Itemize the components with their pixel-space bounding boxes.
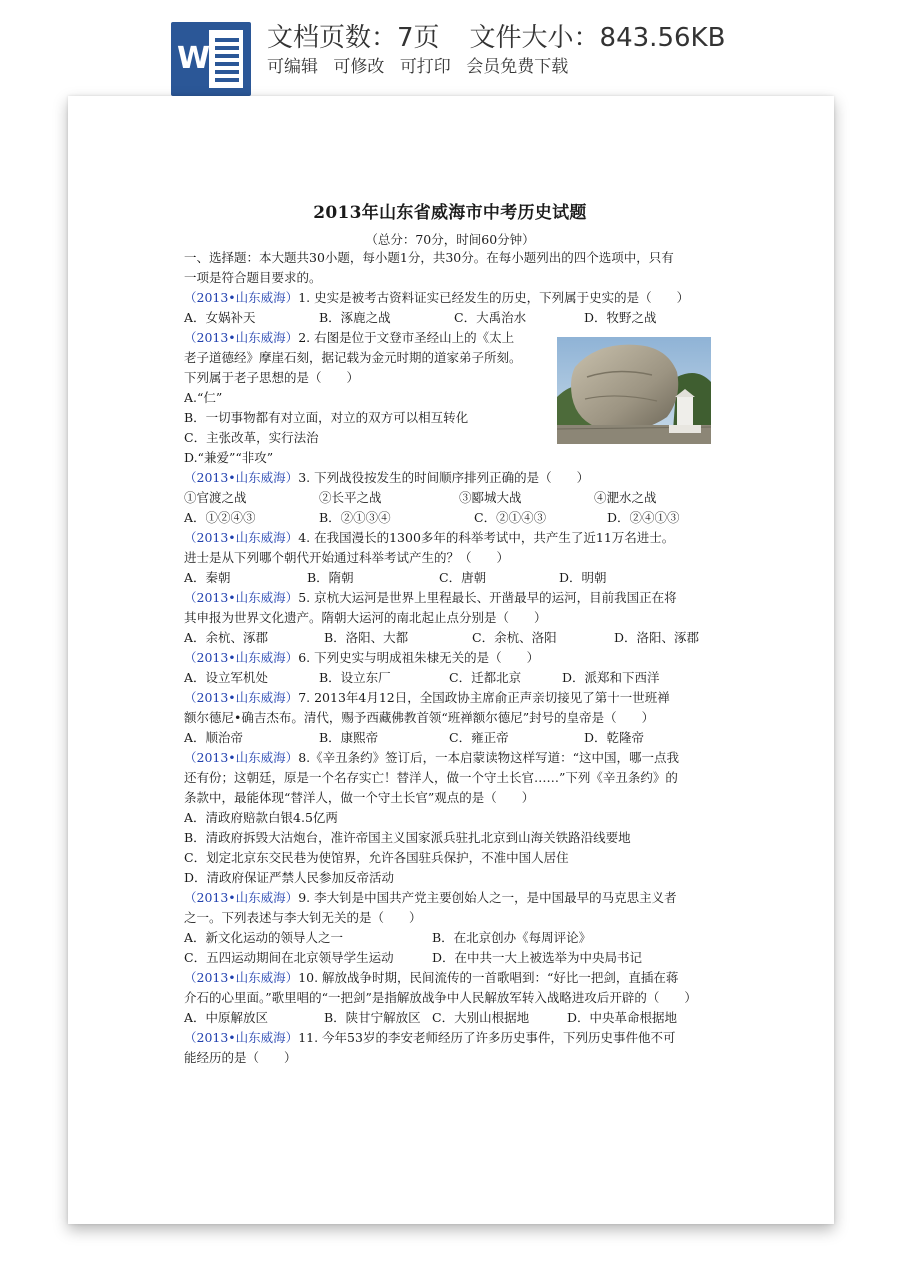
question-10 <box>184 968 724 988</box>
question-source: （2013•山东威海） <box>184 1030 299 1045</box>
option-c: C．划定北京东交民巷为使馆界，允许各国驻兵保护，不准中国人居住 <box>184 850 569 865</box>
question-8-line-2: 还有份；这朝廷，原是一个名存实亡！替洋人，做一个守土长官……”下列《辛丑条约》的 <box>184 770 678 785</box>
option-a: A．女娲补天 <box>184 310 256 325</box>
option-d: D．牧野之战 <box>584 310 657 325</box>
option-c: C．五四运动期间在北京领导学生运动 <box>184 950 394 965</box>
option-b: B．②①③④ <box>319 510 391 525</box>
question-11-line-2: 能经历的是（ ） <box>184 1050 297 1065</box>
option-d: D．清政府保证严禁人民参加反帝活动 <box>184 870 395 885</box>
option-d: D．中央革命根据地 <box>567 1010 678 1025</box>
question-text: 2. 右图是位于文登市圣经山上的《太上 <box>298 330 515 345</box>
item-4: ④淝水之战 <box>594 490 657 505</box>
option-d: D．在中共一大上被选举为中央局书记 <box>432 950 643 965</box>
word-document-icon: W <box>171 22 251 96</box>
item-3: ③郾城大战 <box>459 490 522 505</box>
option-a: A．中原解放区 <box>184 1010 269 1025</box>
question-4 <box>184 528 724 548</box>
option-a: A.“仁” <box>184 390 223 405</box>
option-c: C．雍正帝 <box>449 730 509 745</box>
option-c: C．唐朝 <box>439 570 487 585</box>
option-d: D.“兼爱”“非攻” <box>184 450 274 465</box>
exam-title: 2013年山东省威海市中考历史试题 <box>313 203 587 223</box>
question-3 <box>184 468 724 488</box>
option-d: D．洛阳、涿郡 <box>614 630 700 645</box>
question-5 <box>184 588 724 608</box>
item-1: ①官渡之战 <box>184 490 247 505</box>
option-a: A．①②④③ <box>184 510 256 525</box>
question-source: （2013•山东威海） <box>184 530 299 545</box>
option-a: A．清政府赔款白银4.5亿两 <box>184 810 338 825</box>
question-7 <box>184 688 724 708</box>
question-1 <box>184 288 724 308</box>
question-text: 10. 解放战争时期，民间流传的一首歌唱到：“好比一把剑，直插在蒋 <box>298 970 679 985</box>
option-a: A．余杭、涿郡 <box>184 630 269 645</box>
option-b: B．洛阳、大都 <box>324 630 409 645</box>
question-6 <box>184 648 724 668</box>
question-2-line-2: 老子道德经》摩崖石刻，据记载为金元时期的道家弟子所刻。 <box>184 350 522 365</box>
option-b: B．清政府拆毁大沽炮台，准许帝国主义国家派兵驻扎北京到山海关铁路沿线要地 <box>184 830 631 845</box>
option-a: A．秦朝 <box>184 570 231 585</box>
question-text: 3. 下列战役按发生的时间顺序排列正确的是（ ） <box>298 470 590 485</box>
option-b: B．涿鹿之战 <box>319 310 391 325</box>
exam-subtitle: （总分：70分，时间60分钟） <box>365 232 535 247</box>
question-text: 7. 2013年4月12日，全国政协主席俞正声亲切接见了第十一世班禅 <box>298 690 670 705</box>
question-9-line-2: 之一。下列表述与李大钊无关的是（ ） <box>184 910 422 925</box>
section-intro-2: 一项是符合题目要求的。 <box>184 270 322 285</box>
option-a: A．顺治帝 <box>184 730 244 745</box>
question-text: 8.《辛丑条约》签订后，一本启蒙读物这样写道：“这中国，哪一点我 <box>298 750 680 765</box>
stone-carving-photo <box>557 337 711 444</box>
question-source: （2013•山东威海） <box>184 970 299 985</box>
question-text: 4. 在我国漫长的1300多年的科举考试中，共产生了近11万名进士。 <box>298 530 675 545</box>
option-c: C．大别山根据地 <box>432 1010 530 1025</box>
feature-list <box>267 56 578 78</box>
question-5-line-2: 其申报为世界文化遗产。隋朝大运河的南北起止点分别是（ ） <box>184 610 547 625</box>
file-size: 文件大小：843.56KB <box>469 23 726 53</box>
download-banner <box>0 0 900 96</box>
question-2-line-3: 下列属于老子思想的是（ ） <box>184 370 360 385</box>
option-a: A．新文化运动的领导人之一 <box>184 930 344 945</box>
question-2 <box>184 328 554 348</box>
question-source: （2013•山东威海） <box>184 750 299 765</box>
option-d: D．明朝 <box>559 570 607 585</box>
option-c: C．主张改革，实行法治 <box>184 430 319 445</box>
question-7-line-2: 额尔德尼•确吉杰布。清代，赐予西藏佛教首领“班禅额尔德尼”封号的皇帝是（ ） <box>184 710 655 725</box>
question-text: 1. 史实是被考古资料证实已经发生的历史，下列属于史实的是（ ） <box>298 290 690 305</box>
page-count: 文档页数：7页 <box>267 23 440 53</box>
option-b: B．一切事物都有对立面，对立的双方可以相互转化 <box>184 410 469 425</box>
feature-modifiable: 可修改 <box>333 57 385 77</box>
question-4-line-2: 进士是从下列哪个朝代开始通过科举考试产生的？（ ） <box>184 550 510 565</box>
option-b: B．康熙帝 <box>319 730 379 745</box>
option-d: D．派郑和下西洋 <box>562 670 660 685</box>
option-d: D．乾隆帝 <box>584 730 645 745</box>
question-8-line-3: 条款中，最能体现“替洋人，做一个守土长官”观点的是（ ） <box>184 790 535 805</box>
option-b: B．设立东厂 <box>319 670 391 685</box>
option-b: B．在北京创办《每周评论》 <box>432 930 592 945</box>
option-b: B．陕甘宁解放区 <box>324 1010 421 1025</box>
option-a: A．设立军机处 <box>184 670 269 685</box>
question-text: 6. 下列史实与明成祖朱棣无关的是（ ） <box>298 650 540 665</box>
doc-stats <box>267 22 725 54</box>
section-intro-1: 一、选择题：本大题共30小题，每小题1分，共30分。在每小题列出的四个选项中，只有 <box>184 250 674 265</box>
question-source: （2013•山东威海） <box>184 290 299 305</box>
question-source: （2013•山东威海） <box>184 890 299 905</box>
question-11 <box>184 1028 724 1048</box>
option-d: D．②④①③ <box>607 510 680 525</box>
feature-member-download: 会员免费下载 <box>466 57 569 77</box>
question-source: （2013•山东威海） <box>184 470 299 485</box>
question-8 <box>184 748 724 768</box>
option-c: C．余杭、洛阳 <box>472 630 557 645</box>
feature-editable: 可编辑 <box>267 57 318 77</box>
question-source: （2013•山东威海） <box>184 650 299 665</box>
question-source: （2013•山东威海） <box>184 690 299 705</box>
item-2: ②长平之战 <box>319 490 382 505</box>
question-source: （2013•山东威海） <box>184 590 299 605</box>
option-c: C．②①④③ <box>474 510 547 525</box>
option-c: C．迁都北京 <box>449 670 522 685</box>
question-text: 5. 京杭大运河是世界上里程最长、开凿最早的运河，目前我国正在将 <box>298 590 677 605</box>
question-text: 11. 今年53岁的李安老师经历了许多历史事件，下列历史事件他不可 <box>298 1030 676 1045</box>
question-source: （2013•山东威海） <box>184 330 299 345</box>
option-c: C．大禹治水 <box>454 310 527 325</box>
question-text: 9. 李大钊是中国共产党主要创始人之一，是中国最早的马克思主义者 <box>298 890 677 905</box>
option-b: B．隋朝 <box>307 570 354 585</box>
feature-printable: 可打印 <box>399 57 451 77</box>
question-9 <box>184 888 724 908</box>
question-10-line-2: 介石的心里面。”歌里唱的“一把剑”是指解放战争中人民解放军转入战略进攻后开辟的（ ） <box>184 990 697 1005</box>
